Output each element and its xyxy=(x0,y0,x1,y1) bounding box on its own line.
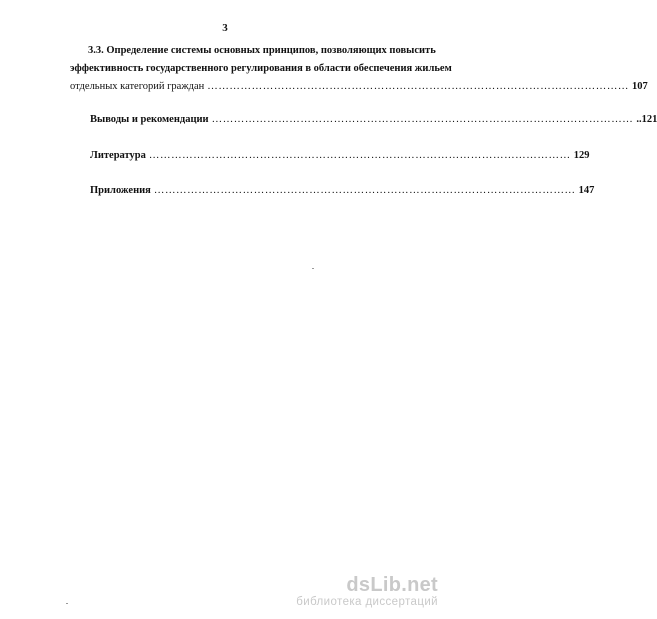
watermark xyxy=(296,575,438,609)
toc-page-number: 147 xyxy=(578,185,595,196)
toc-entry-conclusions xyxy=(90,113,657,126)
dot-leader: …………………………………………………………………………………………………… xyxy=(153,185,576,196)
dot-leader: …………………………………………………………………………………………………… xyxy=(211,114,634,125)
toc-section-3-3-line-2: эффективность государственного регулирования в области обеспечения жильем xyxy=(70,63,452,74)
page-number: 3 xyxy=(222,22,228,34)
toc-section-3-3-line-3 xyxy=(70,80,648,93)
scan-speck xyxy=(312,268,314,269)
toc-page-number: 107 xyxy=(632,81,648,92)
toc-entry-literature xyxy=(90,149,590,162)
toc-page-number: ..121 xyxy=(636,114,657,125)
scan-speck xyxy=(66,603,68,604)
watermark-logo: dsLib.net xyxy=(346,574,438,596)
toc-entry-appendices xyxy=(90,184,595,197)
toc-entry-title: Литература xyxy=(90,150,146,161)
toc-page-number: 129 xyxy=(573,150,590,161)
dot-leader: …………………………………………………………………………………………………… xyxy=(148,150,571,161)
toc-entry-title: Выводы и рекомендации xyxy=(90,114,209,125)
dot-leader: …………………………………………………………………………………………………… xyxy=(207,81,630,92)
watermark-tagline: библиотека диссертаций xyxy=(296,596,438,608)
toc-section-3-3-title-end: отдельных категорий граждан xyxy=(70,81,205,92)
toc-entry-title: Приложения xyxy=(90,185,151,196)
toc-section-3-3-line-1: 3.3. Определение системы основных принципов, позволяющих повысить xyxy=(88,45,436,56)
